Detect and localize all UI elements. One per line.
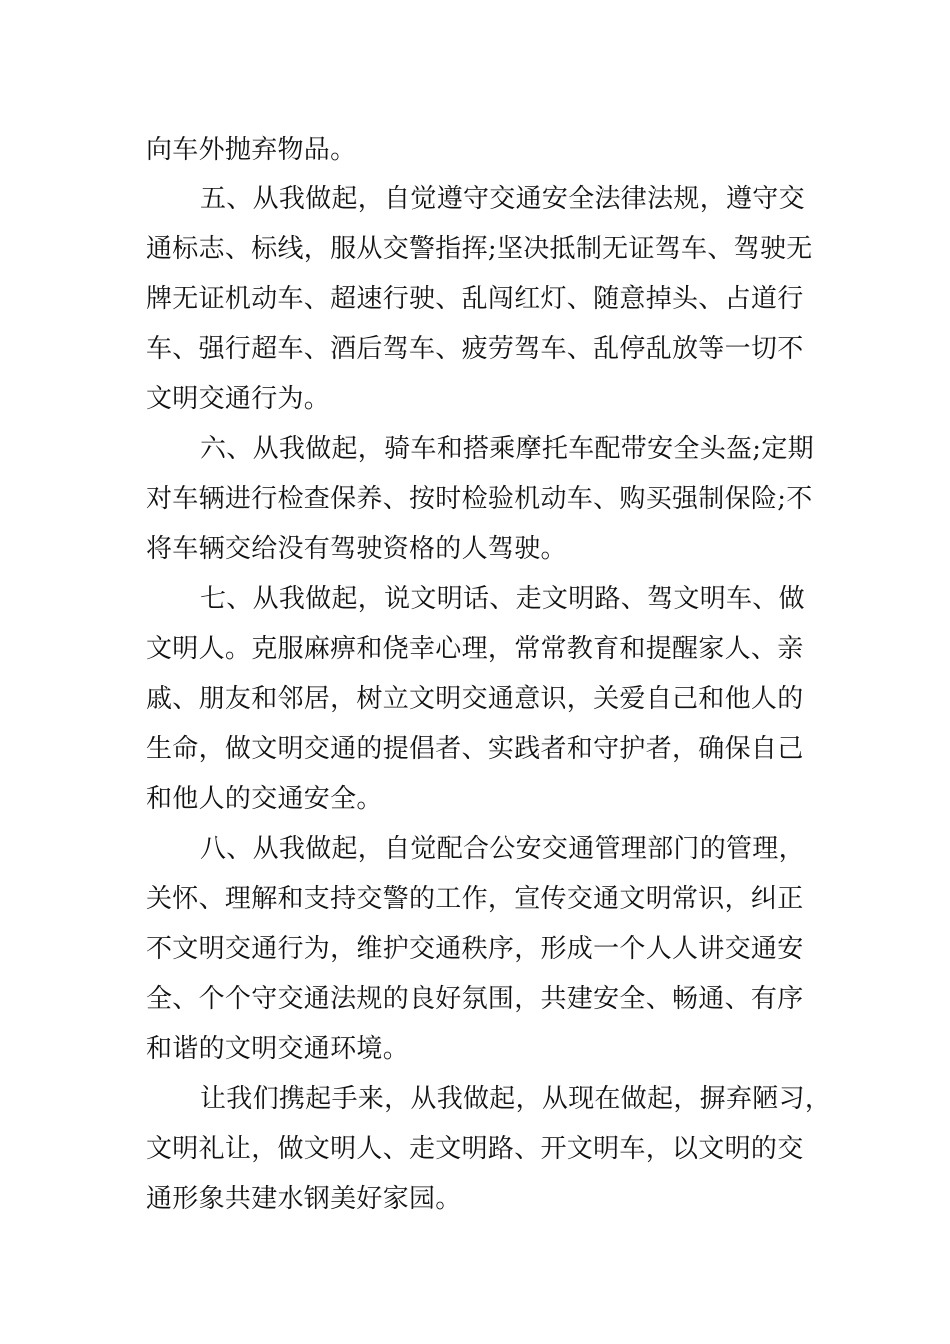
text-line: 戚、朋友和邻居，树立文明交通意识，关爱自己和他人的 — [146, 684, 804, 714]
text-line: 文明交通行为。 — [146, 384, 331, 414]
text-line: 通形象共建水钢美好家园。 — [146, 1184, 462, 1214]
text-line: 对车辆进行检查保养、按时检验机动车、购买强制保险;不 — [146, 484, 813, 514]
text-line: 向车外抛弃物品。 — [146, 135, 357, 165]
text-line: 将车辆交给没有驾驶资格的人驾驶。 — [146, 534, 567, 564]
text-line: 和他人的交通安全。 — [146, 784, 383, 814]
text-line: 不文明交通行为，维护交通秩序，形成一个人人讲交通安 — [146, 934, 804, 964]
text-line: 五、从我做起，自觉遵守交通安全法律法规，遵守交 — [200, 184, 805, 214]
text-line: 七、从我做起，说文明话、走文明路、驾文明车、做 — [200, 584, 805, 614]
text-line: 八、从我做起，自觉配合公安交通管理部门的管理， — [200, 834, 805, 864]
text-line: 通标志、标线，服从交警指挥;坚决抵制无证驾车、驾驶无 — [146, 234, 813, 264]
text-line: 牌无证机动车、超速行驶、乱闯红灯、随意掉头、占道行 — [146, 284, 804, 314]
text-line: 生命，做文明交通的提倡者、实践者和守护者，确保自己 — [146, 734, 804, 764]
text-line: 六、从我做起，骑车和搭乘摩托车配带安全头盔;定期 — [200, 434, 814, 464]
text-line: 全、个个守交通法规的良好氛围，共建安全、畅通、有序 — [146, 984, 804, 1014]
text-line: 和谐的文明交通环境。 — [146, 1034, 410, 1064]
text-line: 关怀、理解和支持交警的工作，宣传交通文明常识，纠正 — [146, 884, 804, 914]
text-line: 文明人。克服麻痹和侥幸心理，常常教育和提醒家人、亲 — [146, 634, 804, 664]
text-line: 车、强行超车、酒后驾车、疲劳驾车、乱停乱放等一切不 — [146, 334, 804, 364]
text-line: 文明礼让，做文明人、走文明路、开文明车，以文明的交 — [146, 1134, 804, 1164]
text-line: 让我们携起手来，从我做起，从现在做起，摒弃陋习， — [200, 1084, 832, 1114]
